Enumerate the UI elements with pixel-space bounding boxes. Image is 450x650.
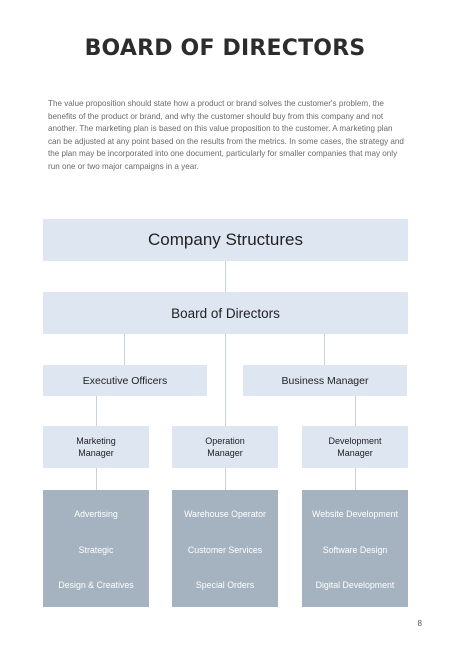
team-item-special-orders: Special Orders [195, 580, 255, 590]
development-manager-box [302, 426, 408, 468]
team-item-strategic: Strategic [78, 545, 114, 555]
team-item-warehouse-operator: Warehouse Operator [184, 509, 266, 519]
connector-board-biz [324, 334, 325, 365]
connector-root-board [225, 261, 226, 292]
executive-officers-label: Executive Officers [82, 374, 168, 387]
connector-board-operation [225, 334, 226, 426]
company-structures-box [43, 219, 408, 261]
team-item-website-development: Website Development [312, 509, 398, 519]
team-item-customer-services: Customer Services [187, 545, 263, 555]
connector-development-team [355, 468, 356, 490]
marketing-team-box [43, 490, 149, 607]
team-item-advertising: Advertising [74, 509, 118, 519]
development-manager-line1: Development [328, 436, 382, 446]
team-item-digital-development: Digital Development [315, 580, 395, 590]
board-of-directors-label: Board of Directors [171, 305, 280, 321]
operation-team-box [172, 490, 278, 607]
team-item-software-design: Software Design [322, 545, 388, 555]
operation-manager-box [172, 426, 278, 468]
development-team-box [302, 490, 408, 607]
operation-manager-line1: Operation [205, 436, 245, 446]
marketing-manager-box [43, 426, 149, 468]
connector-marketing-team [96, 468, 97, 490]
development-manager-line2: Manager [337, 448, 373, 458]
page-title: BOARD OF DIRECTORS [84, 36, 366, 61]
connector-exec-marketing [96, 396, 97, 426]
marketing-manager-line1: Marketing [76, 436, 116, 446]
operation-manager-line2: Manager [207, 448, 243, 458]
connector-operation-team [225, 468, 226, 490]
marketing-manager-line2: Manager [78, 448, 114, 458]
team-item-design-creatives: Design & Creatives [58, 580, 134, 590]
connector-board-exec [124, 334, 125, 365]
page-number: 8 [417, 619, 422, 628]
connector-biz-development [355, 396, 356, 426]
business-manager-box [243, 365, 407, 396]
intro-paragraph: The value proposition should state how a product or brand solves the customer's problem, the benefits of the product or brand, and why the customer should buy from this company and not another. The marketing plan is based on this value proposition to the customer. A marketing plan can be adjusted at any point based on the results from the metrics. In some cases, the strategy and the plan may be incorporated into one document, particularly for smaller companies that may only run one or two major campaigns in a year. [48, 99, 404, 171]
executive-officers-box [43, 365, 207, 396]
board-of-directors-box [43, 292, 408, 334]
company-structures-label: Company Structures [148, 230, 303, 249]
business-manager-label: Business Manager [281, 374, 369, 387]
